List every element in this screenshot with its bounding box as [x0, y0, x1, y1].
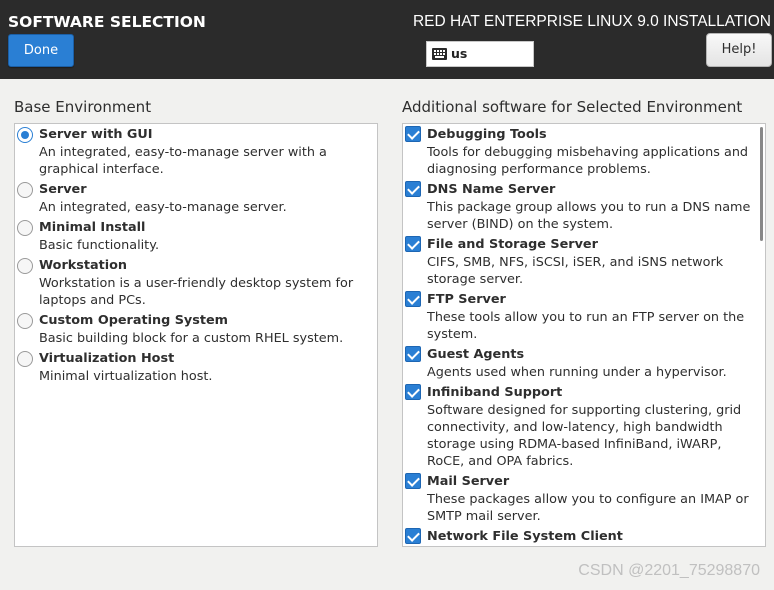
done-button[interactable]: Done	[8, 34, 74, 67]
addon-item-desc: These packages allow you to configure an IMAP or SMTP mail server.	[427, 492, 749, 524]
checkbox-checked-icon[interactable]	[405, 384, 421, 400]
addon-item-desc: CIFS, SMB, NFS, iSCSI, iSER, and iSNS network storage server.	[427, 255, 724, 287]
radio-icon[interactable]	[17, 313, 33, 329]
base-environment-heading: Base Environment	[14, 98, 152, 116]
env-item-desc: Basic functionality.	[39, 238, 160, 253]
addon-item-desc: Agents used when running under a hypervisor.	[427, 365, 727, 380]
env-item-title: Server with GUI	[39, 127, 153, 142]
env-item-title: Custom Operating System	[39, 313, 229, 328]
checkbox-checked-icon[interactable]	[405, 236, 421, 252]
env-item-desc: Minimal virtualization host.	[39, 369, 213, 384]
env-item-title: Virtualization Host	[39, 351, 175, 366]
checkbox-checked-icon[interactable]	[405, 528, 421, 544]
additional-software-list	[402, 123, 766, 547]
keyboard-layout-label: us	[451, 46, 468, 61]
checkbox-checked-icon[interactable]	[405, 291, 421, 307]
env-item-title: Server	[39, 182, 87, 197]
addon-item-title: Mail Server	[427, 474, 510, 489]
addon-item-desc: This package group allows you to run a DNS name server (BIND) on the system.	[427, 200, 751, 232]
radio-icon[interactable]	[17, 351, 33, 367]
watermark: CSDN @2201_75298870	[578, 562, 760, 579]
checkbox-checked-icon[interactable]	[405, 181, 421, 197]
help-button[interactable]: Help!	[706, 33, 772, 67]
env-item-title: Minimal Install	[39, 220, 146, 235]
addon-item-title: FTP Server	[427, 292, 506, 307]
env-item-desc: Basic building block for a custom RHEL system.	[39, 331, 344, 346]
product-title: RED HAT ENTERPRISE LINUX 9.0 INSTALLATION	[412, 13, 771, 30]
addon-item-desc: These tools allow you to run an FTP server on the system.	[427, 310, 745, 342]
radio-icon[interactable]	[17, 182, 33, 198]
env-item-desc: An integrated, easy-to-manage server with a graphical interface.	[39, 145, 327, 177]
keyboard-icon	[432, 48, 447, 60]
header-bar	[0, 0, 774, 79]
env-item-desc: An integrated, easy-to-manage server.	[39, 200, 287, 215]
checkbox-checked-icon[interactable]	[405, 473, 421, 489]
radio-icon[interactable]	[17, 220, 33, 236]
addon-item-title: File and Storage Server	[427, 237, 598, 252]
scrollbar[interactable]	[760, 127, 763, 241]
addon-item-title: Debugging Tools	[427, 127, 547, 142]
addon-item-title: DNS Name Server	[427, 182, 556, 197]
checkbox-checked-icon[interactable]	[405, 346, 421, 362]
checkbox-checked-icon[interactable]	[405, 126, 421, 142]
env-item-desc: Workstation is a user-friendly desktop system for laptops and PCs.	[39, 276, 354, 308]
addon-item-desc: Software designed for supporting clustering, grid connectivity, and low-latency, high bandwidth storage using RDMA-based InfiniBand, iWARP, RoCE, and OPA fabrics.	[427, 403, 742, 469]
radio-icon[interactable]	[17, 258, 33, 274]
additional-software-heading: Additional software for Selected Environment	[402, 98, 743, 116]
addon-item-title: Infiniband Support	[427, 385, 563, 400]
base-environment-list	[14, 123, 378, 547]
addon-item-title: Network File System Client	[427, 529, 623, 544]
keyboard-layout-indicator[interactable]	[426, 41, 534, 67]
env-item-title: Workstation	[39, 258, 128, 273]
addon-item-title: Guest Agents	[427, 347, 525, 362]
page-title: SOFTWARE SELECTION	[8, 13, 206, 31]
addon-item-desc: Tools for debugging misbehaving applications and diagnosing performance problems.	[427, 145, 749, 177]
radio-selected-icon[interactable]	[17, 127, 33, 143]
